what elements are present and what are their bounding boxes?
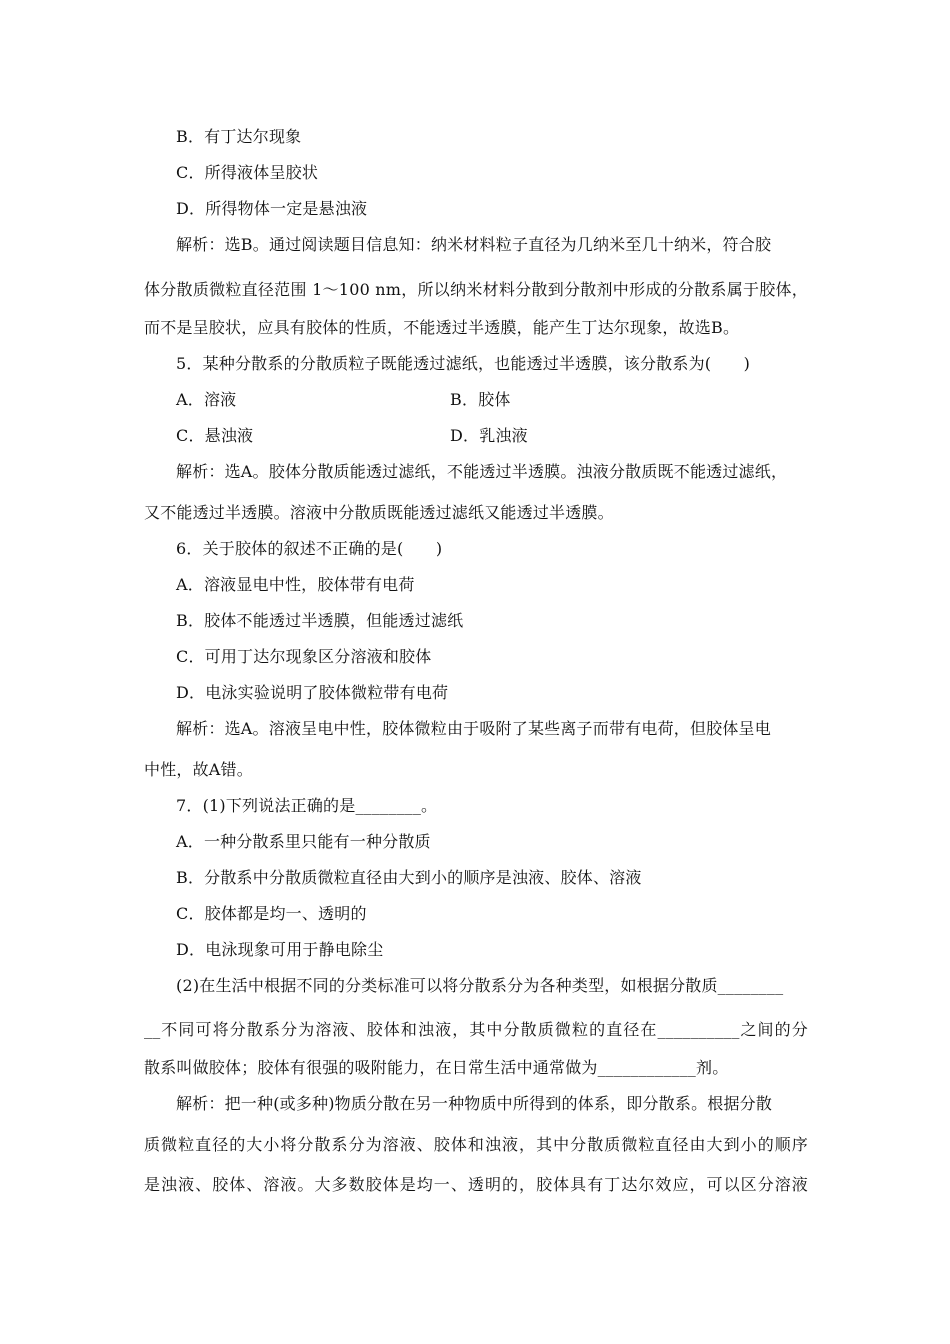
q7-option-b: B．分散系中分散质微粒直径由大到小的顺序是浊液、胶体、溶液: [176, 868, 642, 887]
q7-answer-line-3: 是浊液、胶体、溶液。大多数胶体是均一、透明的，胶体具有丁达尔效应，可以区分溶液: [144, 1175, 808, 1194]
q4-option-c: C．所得液体呈胶状: [176, 163, 319, 182]
q5-option-d: D．乳浊液: [450, 426, 528, 445]
q5-answer-line-2: 又不能透过半透膜。溶液中分散质既能透过滤纸又能透过半透膜。: [144, 503, 614, 522]
q5-option-b: B．胶体: [450, 390, 511, 409]
q4-answer-line-1: 解析：选B。通过阅读题目信息知：纳米材料粒子直径为几纳米至几十纳米，符合胶: [176, 235, 772, 254]
q6-option-b: B．胶体不能透过半透膜，但能透过滤纸: [176, 611, 464, 630]
q6-stem: 6．关于胶体的叙述不正确的是( ): [176, 539, 443, 558]
q4-answer-line-3: 而不是呈胶状，应具有胶体的性质，不能透过半透膜，能产生丁达尔现象，故选B。: [144, 318, 740, 337]
q4-answer-line-2: 体分散质微粒直径范围 1～100 nm，所以纳米材料分散到分散剂中形成的分散系属于胶体，: [144, 280, 808, 299]
q5-answer-line-1: 解析：选A。胶体分散质能透过滤纸，不能透过半透膜。浊液分散质既不能透过滤纸，: [176, 462, 788, 481]
q7-answer-line-1: 解析：把一种(或多种)物质分散在另一种物质中所得到的体系，即分散系。根据分散: [176, 1094, 773, 1113]
q6-option-a: A．溶液显电中性，胶体带有电荷: [176, 575, 415, 594]
q5-option-c: C．悬浊液: [176, 426, 254, 445]
q7-stem: 7．(1)下列说法正确的是________。: [176, 796, 438, 815]
q5-option-a: A．溶液: [176, 390, 237, 409]
q7-part2-line-3: 散系叫做胶体；胶体有很强的吸附能力，在日常生活中通常做为____________剂。: [144, 1058, 729, 1077]
q7-option-a: A．一种分散系里只能有一种分散质: [176, 832, 431, 851]
q6-option-d: D．电泳实验说明了胶体微粒带有电荷: [176, 683, 449, 702]
q7-part2-line-1: (2)在生活中根据不同的分类标准可以将分散系分为各种类型，如根据分散质________: [176, 976, 784, 995]
q7-answer-line-2: 质微粒直径的大小将分散系分为溶液、胶体和浊液，其中分散质微粒直径由大到小的顺序: [144, 1135, 808, 1154]
q6-answer-line-1: 解析：选A。溶液呈电中性，胶体微粒由于吸附了某些离子而带有电荷，但胶体呈电: [176, 719, 771, 738]
q6-option-c: C．可用丁达尔现象区分溶液和胶体: [176, 647, 432, 666]
q6-answer-line-2: 中性，故A错。: [144, 760, 253, 779]
q7-option-c: C．胶体都是均一、透明的: [176, 904, 367, 923]
q4-option-d: D．所得物体一定是悬浊液: [176, 199, 368, 218]
q5-stem: 5．某种分散系的分散质粒子既能透过滤纸，也能透过半透膜，该分散系为( ): [176, 354, 751, 373]
q7-option-d: D．电泳现象可用于静电除尘: [176, 940, 384, 959]
q4-option-b: B．有丁达尔现象: [176, 127, 302, 146]
q7-part2-line-2: __不同可将分散系分为溶液、胶体和浊液，其中分散质微粒的直径在__________之间的分: [144, 1020, 808, 1039]
